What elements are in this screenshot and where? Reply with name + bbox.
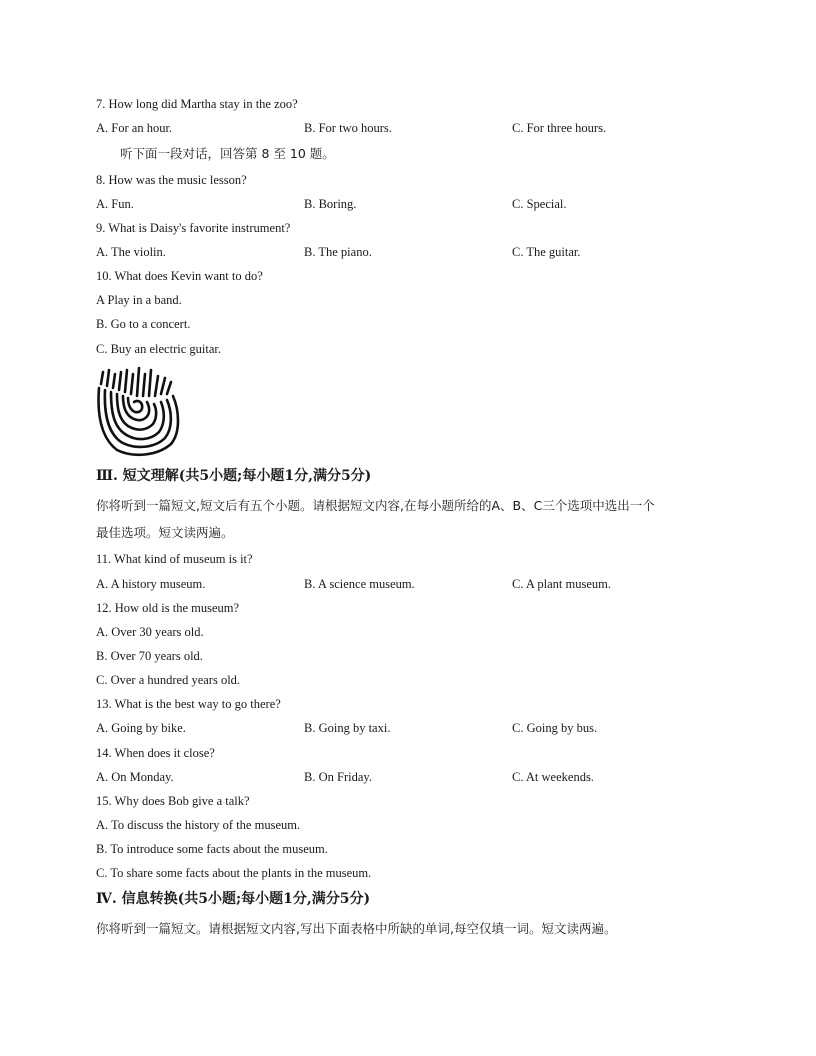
q11-option-b: B. A science museum. [304, 577, 415, 591]
question-12: 12. How old is the museum? [96, 601, 240, 615]
q9-option-b: B. The piano. [304, 245, 372, 259]
q9-option-a: A. The violin. [96, 245, 166, 259]
q7-option-b: B. For two hours. [304, 121, 392, 135]
q7-option-a: A. For an hour. [96, 121, 173, 135]
q12-option-a: A. Over 30 years old. [96, 625, 204, 639]
q11-option-c: C. A plant museum. [512, 577, 611, 591]
question-13: 13. What is the best way to go there? [96, 697, 281, 711]
q12-option-c: C. Over a hundred years old. [96, 673, 241, 687]
section-3-heading: Ⅲ. 短文理解(共5小题;每小题1分,满分5分) [96, 468, 372, 484]
q14-option-a: A. On Monday. [96, 770, 174, 784]
section-4-heading: Ⅳ. 信息转换(共5小题;每小题1分,满分5分) [96, 891, 371, 907]
question-7: 7. How long did Martha stay in the zoo? [96, 97, 298, 111]
q8-option-a: A. Fun. [96, 197, 134, 211]
q13-option-a: A. Going by bike. [96, 721, 186, 735]
q13-option-c: C. Going by bus. [512, 721, 598, 735]
question-10: 10. What does Kevin want to do? [96, 269, 263, 283]
question-11: 11. What kind of museum is it? [96, 552, 253, 566]
question-14: 14. When does it close? [96, 746, 215, 760]
q10-option-b: B. Go to a concert. [96, 317, 191, 331]
dialogue-instruction: 听下面一段对话，回答第 8 至 10 题。 [120, 146, 335, 161]
q8-option-b: B. Boring. [304, 197, 357, 211]
q8-option-c: C. Special. [512, 197, 567, 211]
q7-option-c: C. For three hours. [512, 121, 607, 135]
q11-option-a: A. A history museum. [96, 577, 206, 591]
section-3-instruction-line-2: 最佳选项。短文读两遍。 [96, 525, 234, 540]
q12-option-b: B. Over 70 years old. [96, 649, 203, 663]
q15-option-c: C. To share some facts about the plants in the museum. [96, 866, 372, 880]
fingerprint-watermark-icon [95, 366, 181, 458]
question-9: 9. What is Daisy's favorite instrument? [96, 221, 291, 235]
section-4-instruction: 你将听到一篇短文。请根据短文内容,写出下面表格中所缺的单词,每空仅填一词。短文读两遍。 [96, 921, 617, 936]
q10-option-a: A Play in a band. [96, 293, 182, 307]
q13-option-b: B. Going by taxi. [304, 721, 391, 735]
q15-option-b: B. To introduce some facts about the museum. [96, 842, 328, 856]
question-15: 15. Why does Bob give a talk? [96, 794, 250, 808]
question-8: 8. How was the music lesson? [96, 173, 247, 187]
q14-option-c: C. At weekends. [512, 770, 594, 784]
q15-option-a: A. To discuss the history of the museum. [96, 818, 301, 832]
q9-option-c: C. The guitar. [512, 245, 581, 259]
section-3-instruction-line-1: 你将听到一篇短文,短文后有五个小题。请根据短文内容,在每小题所给的A、B、C三个选项中选出一个 [96, 498, 655, 513]
q14-option-b: B. On Friday. [304, 770, 372, 784]
q10-option-c: C. Buy an electric guitar. [96, 342, 221, 356]
